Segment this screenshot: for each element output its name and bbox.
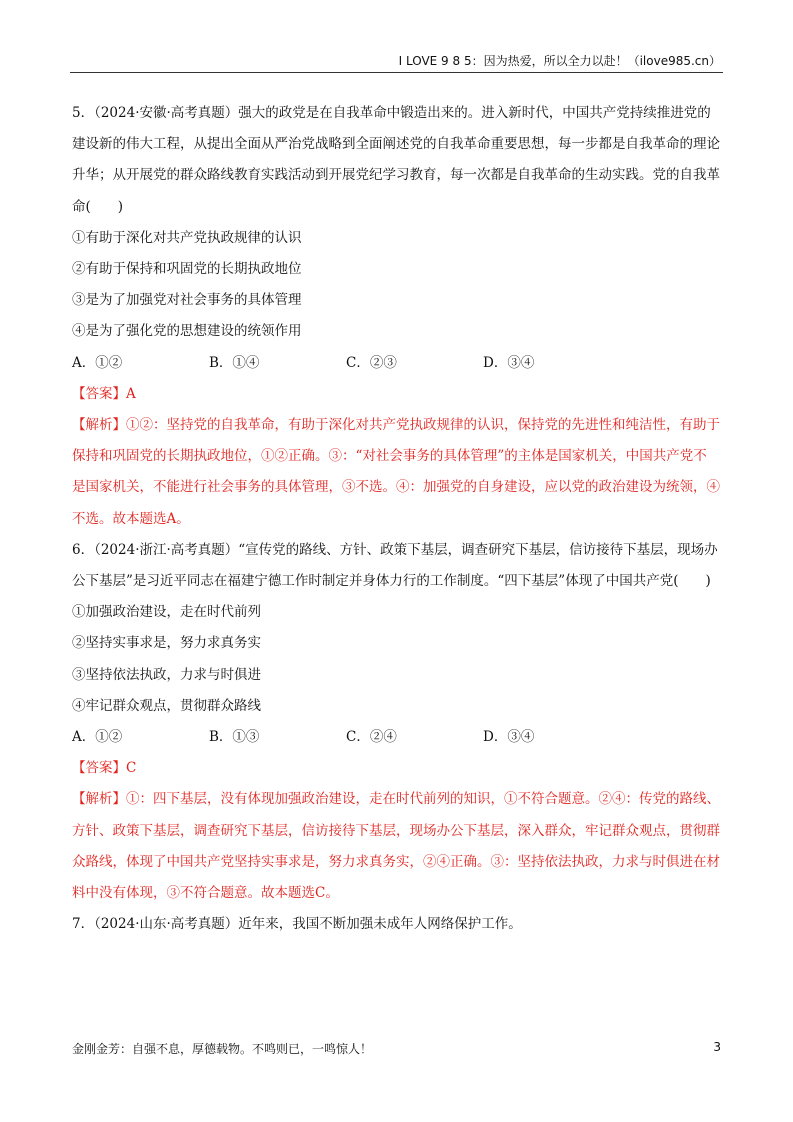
question-5-option: ①有助于深化对共产党执政规律的认识 — [72, 229, 302, 246]
question-6-option: ①加强政治建设，走在时代前列 — [72, 604, 261, 621]
page-number: 3 — [713, 1040, 721, 1054]
question-6-stem: 6．（2024·浙江·高考真题）“宣传党的路线、方针、政策下基层，调查研究下基层，信访接待下基层，现场办公下基层”是习近平同志在福建宁德工作时制定并身体力行的工作制度。“四下基层”体现了中国共产党( ) — [72, 541, 718, 590]
choice-b: B．①③ — [209, 729, 260, 746]
question-5-choices — [72, 348, 720, 379]
choice-d: D．③④ — [483, 729, 535, 746]
choice-a: A．①② — [72, 354, 123, 371]
choice-a: A．①② — [72, 729, 123, 746]
choice-c: C．②③ — [346, 354, 397, 371]
question-6-option: ④牢记群众观点，贯彻群众路线 — [72, 697, 261, 714]
choice-c: C．②④ — [346, 729, 397, 746]
page-header: I LOVE 9 8 5：因为热爱，所以全力以赴！（ilove985.cn） — [398, 54, 721, 68]
question-5-stem: 5．（2024·安徽·高考真题）强大的政党是在自我革命中锻造出来的。进入新时代，中国共产党持续推进党的建设新的伟大工程，从提出全面从严治党战略到全面阐述党的自我革命重要思想，每一步都是自我革命的理论升华；从开展党的群众路线教育实践活动到开展党纪学习教育，每一次都是自我革命的生动实践。党的自我革命( ) — [72, 105, 720, 215]
question-5-option: ③是为了加强党对社会事务的具体管理 — [72, 292, 302, 309]
header-divider — [70, 72, 723, 73]
question-6-analysis: 【解析】①：四下基层，没有体现加强政治建设，走在时代前列的知识，①不符合题意。②④：传党的路线、方针、政策下基层，调查研究下基层，信访接待下基层，现场办公下基层，深入群众，牢记群众观点，贯彻群众路线，体现了中国共产党坚持实事求是，努力求真务实，②④正确。③：坚持依法执政，力求与时俱进在材料中没有体现，③不符合题意。故本题选C。 — [72, 791, 720, 902]
question-6-option: ②坚持实事求是，努力求真务实 — [72, 635, 261, 652]
page-content — [72, 98, 720, 940]
question-5-option: ②有助于保持和巩固党的长期执政地位 — [72, 261, 302, 278]
question-6-choices — [72, 722, 720, 753]
question-5-analysis: 【解析】①②：坚持党的自我革命，有助于深化对共产党执政规律的认识，保持党的先进性和纯洁性，有助于保持和巩固党的长期执政地位，①②正确。③：“对社会事务的具体管理”的主体是国家机关，中国共产党不是国家机关，不能进行社会事务的具体管理，③不选。④：加强党的自身建设，应以党的政治建设为统领，④不选。故本题选A。 — [72, 417, 720, 527]
question-6-answer: 【答案】C — [72, 760, 137, 777]
choice-d: D．③④ — [483, 354, 535, 371]
question-7-stem: 7．（2024·山东·高考真题）近年来，我国不断加强未成年人网络保护工作。 — [72, 916, 522, 933]
footer-motto: 金刚金芳：自强不息，厚德载物。不鸣则已，一鸣惊人！ — [72, 1042, 373, 1056]
question-5-option: ④是为了强化党的思想建设的统领作用 — [72, 323, 302, 340]
question-5-answer: 【答案】A — [72, 385, 136, 402]
choice-b: B．①④ — [209, 354, 260, 371]
question-6-option: ③坚持依法执政，力求与时俱进 — [72, 666, 261, 683]
